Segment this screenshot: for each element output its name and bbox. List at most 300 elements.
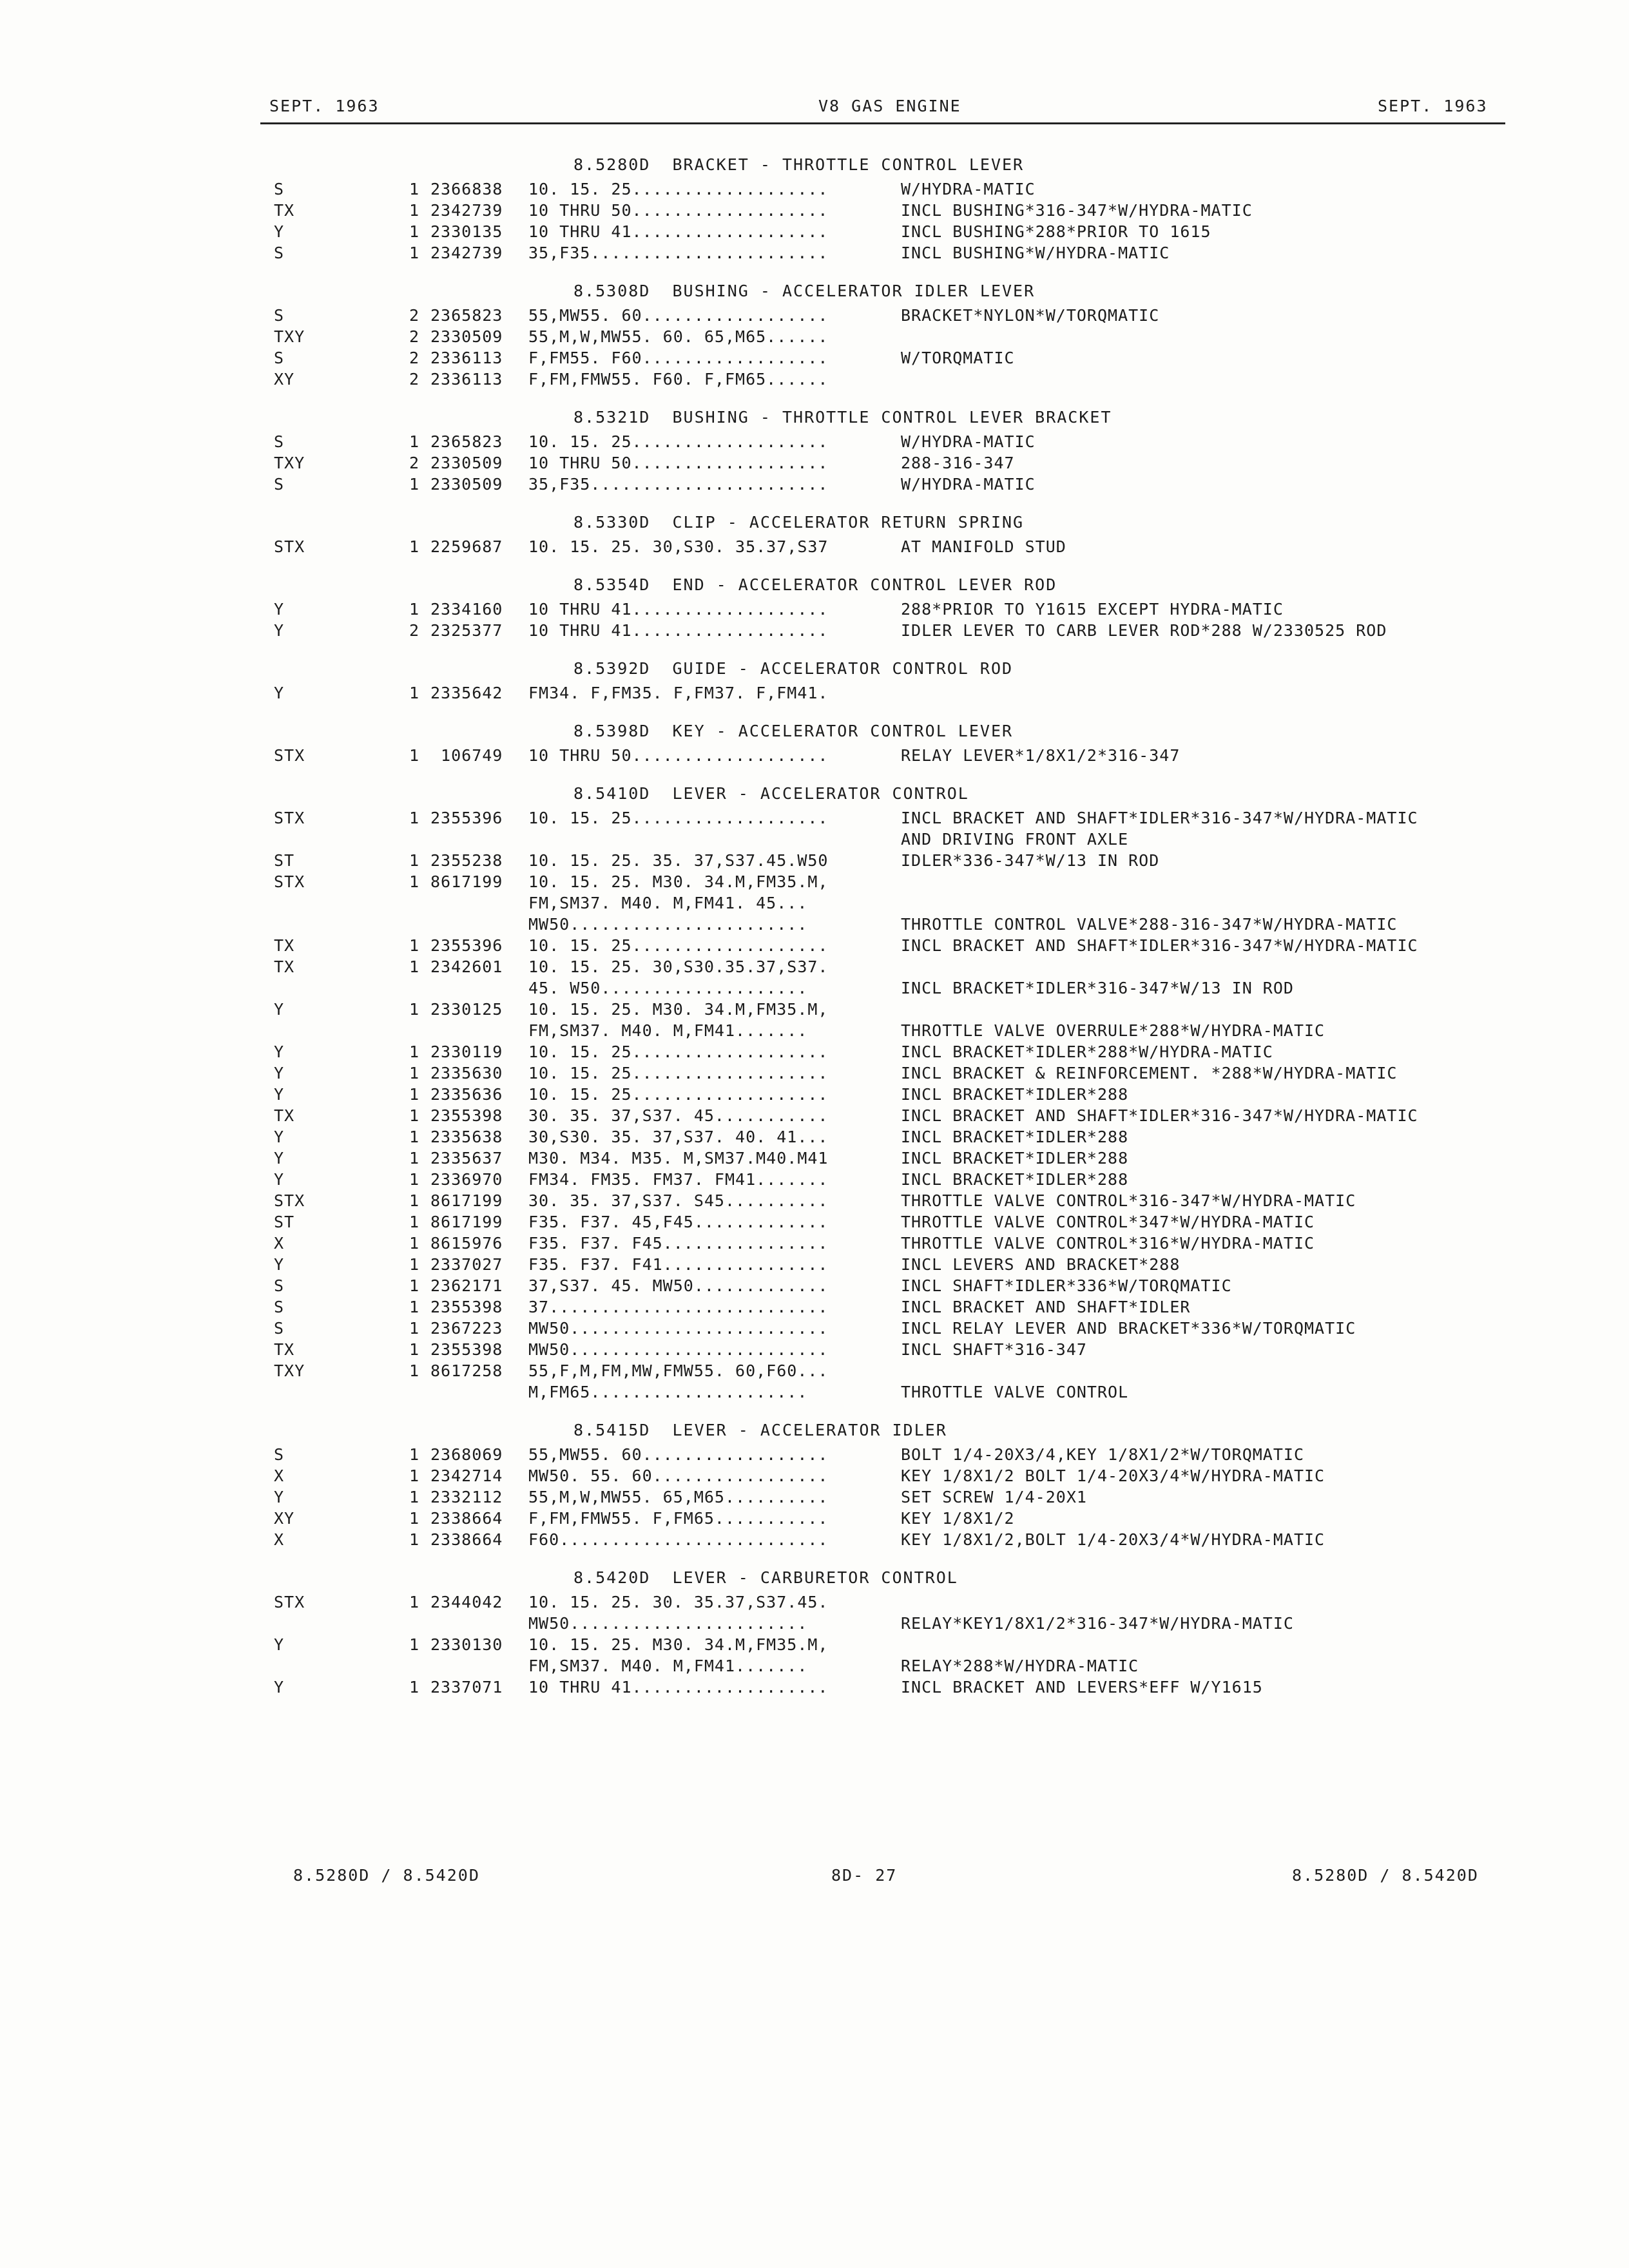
model-code: Y [274,621,285,640]
quantity: 1 [409,1255,420,1274]
remark: INCL BRACKET AND SHAFT*IDLER*316-347*W/HYDRA-MATIC [901,1106,1418,1125]
part-entry-row [0,1488,1629,1509]
remark: INCL BRACKET AND SHAFT*IDLER [901,1298,1191,1316]
part-number: 8615976 [430,1234,503,1253]
quantity: 1 [409,1445,420,1464]
quantity: 1 [409,180,420,198]
model-applicability: FM,SM37. M40. M,FM41. 45... [528,894,808,912]
remark: W/HYDRA-MATIC [901,180,1036,198]
section-title: 8.5398D KEY - ACCELERATOR CONTROL LEVER [574,722,1014,740]
part-entry-row [0,1614,1629,1635]
quantity: 1 [409,1043,420,1061]
model-applicability: 55,MW55. 60.................. [528,1445,829,1464]
remark: BRACKET*NYLON*W/TORQMATIC [901,306,1160,325]
part-entry-row [0,1445,1629,1466]
part-entry-row [0,1085,1629,1106]
part-entry-row [0,1191,1629,1213]
part-entry-row [0,454,1629,475]
part-entry-row [0,306,1629,327]
quantity: 2 [409,454,420,472]
quantity: 1 [409,957,420,976]
quantity: 1 [409,244,420,262]
part-number: 2355396 [430,809,503,827]
part-entry-row [0,1064,1629,1085]
model-code: S [274,180,285,198]
quantity: 1 [409,1170,420,1189]
part-entry-row [0,1466,1629,1488]
model-code: S [274,1298,285,1316]
remark: INCL BRACKET*IDLER*288*W/HYDRA-MATIC [901,1043,1273,1061]
part-number: 2342739 [430,201,503,220]
part-number: 2334160 [430,600,503,619]
part-entry-row [0,180,1629,201]
part-number: 2365823 [430,306,503,325]
quantity: 1 [409,1530,420,1549]
part-entry-row [0,851,1629,872]
model-applicability: 10 THRU 41................... [528,1678,829,1696]
model-applicability: 10. 15. 25................... [528,180,829,198]
part-number: 2330509 [430,327,503,346]
model-applicability: M30. M34. M35. M,SM37.M40.M41 [528,1149,829,1168]
part-entry-row [0,1383,1629,1404]
quantity: 1 [409,1000,420,1019]
part-entry-row [0,894,1629,915]
model-applicability: F35. F37. F41................ [528,1255,829,1274]
model-applicability: FM34. FM35. FM37. FM41....... [528,1170,829,1189]
part-entry-row [0,1530,1629,1552]
part-entry-row [0,1276,1629,1298]
footer-left-range: 8.5280D / 8.5420D [293,1866,480,1885]
model-code: S [274,1445,285,1464]
remark: INCL RELAY LEVER AND BRACKET*336*W/TORQMATIC [901,1319,1356,1338]
quantity: 1 [409,475,420,494]
model-applicability: 37........................... [528,1298,829,1316]
model-code: S [274,244,285,262]
model-applicability: FM,SM37. M40. M,FM41....... [528,1021,808,1040]
section-title: 8.5392D GUIDE - ACCELERATOR CONTROL ROD [574,659,1014,678]
section-title: 8.5354D END - ACCELERATOR CONTROL LEVER ROD [574,575,1057,594]
part-number: 2367223 [430,1319,503,1338]
model-applicability: MW50. 55. 60................. [528,1466,829,1485]
model-applicability: 10 THRU 50................... [528,454,829,472]
section-heading [0,709,1629,746]
quantity: 1 [409,1635,420,1654]
section-title: 8.5280D BRACKET - THROTTLE CONTROL LEVER [574,155,1025,174]
quantity: 1 [409,1593,420,1611]
model-applicability: F,FM55. F60.................. [528,349,829,367]
section-heading [0,1555,1629,1593]
section-title: 8.5415D LEVER - ACCELERATOR IDLER [574,1421,947,1439]
part-entry-row [0,1043,1629,1064]
part-entry-row [0,1170,1629,1191]
model-applicability: 10 THRU 50................... [528,746,829,765]
part-number: 2342601 [430,957,503,976]
remark: THROTTLE VALVE CONTROL*347*W/HYDRA-MATIC [901,1213,1315,1231]
part-entry-row [0,1234,1629,1255]
part-number: 2355238 [430,851,503,870]
remark: INCL BRACKET*IDLER*316-347*W/13 IN ROD [901,979,1294,997]
remark: BOLT 1/4-20X3/4,KEY 1/8X1/2*W/TORQMATIC [901,1445,1304,1464]
part-number: 106749 [430,746,503,765]
part-number: 2355398 [430,1106,503,1125]
footer-page-number: 8D- 27 [831,1866,898,1885]
remark: IDLER LEVER TO CARB LEVER ROD*288 W/2330525 ROD [901,621,1387,640]
part-entry-row [0,1635,1629,1657]
part-number: 8617199 [430,872,503,891]
quantity: 1 [409,746,420,765]
model-code: S [274,306,285,325]
part-number: 2366838 [430,180,503,198]
quantity: 1 [409,1678,420,1696]
remark: THROTTLE VALVE CONTROL*316-347*W/HYDRA-MATIC [901,1191,1356,1210]
model-code: Y [274,1170,285,1189]
section-heading [0,562,1629,600]
model-code: TX [274,957,295,976]
section-heading [0,142,1629,180]
model-applicability: 35,F35....................... [528,475,829,494]
model-code: S [274,349,285,367]
model-applicability: 37,S37. 45. MW50............. [528,1276,829,1295]
quantity: 2 [409,306,420,325]
part-number: 8617199 [430,1191,503,1210]
remark: SET SCREW 1/4-20X1 [901,1488,1087,1506]
model-applicability: 55,M,W,MW55. 65,M65.......... [528,1488,829,1506]
model-code: S [274,475,285,494]
part-entry-row [0,1340,1629,1361]
remark: 288*PRIOR TO Y1615 EXCEPT HYDRA-MATIC [901,600,1284,619]
part-entry-row [0,349,1629,370]
section-heading [0,500,1629,537]
part-entry-row [0,684,1629,705]
part-entry-row [0,537,1629,559]
part-entry-row [0,1657,1629,1678]
model-code: X [274,1466,285,1485]
part-entry-row [0,957,1629,979]
part-number: 2362171 [430,1276,503,1295]
quantity: 1 [409,1064,420,1082]
section-title: 8.5420D LEVER - CARBURETOR CONTROL [574,1568,958,1587]
model-applicability: 10. 15. 25................... [528,809,829,827]
part-entry-row [0,872,1629,894]
part-entry-row [0,979,1629,1000]
section-heading [0,646,1629,684]
part-number: 2336970 [430,1170,503,1189]
remark: INCL SHAFT*316-347 [901,1340,1087,1359]
quantity: 1 [409,851,420,870]
section-heading [0,1408,1629,1445]
remark: AND DRIVING FRONT AXLE [901,830,1129,849]
quantity: 1 [409,1298,420,1316]
part-number: 2330119 [430,1043,503,1061]
part-number: 2344042 [430,1593,503,1611]
model-applicability: F35. F37. F45................ [528,1234,829,1253]
part-entry-row [0,746,1629,767]
remark: INCL BUSHING*316-347*W/HYDRA-MATIC [901,201,1253,220]
model-applicability: 30,S30. 35. 37,S37. 40. 41... [528,1128,829,1146]
part-entry-row [0,244,1629,265]
model-code: STX [274,537,305,556]
remark: INCL BRACKET*IDLER*288 [901,1128,1129,1146]
part-entry-row [0,370,1629,391]
model-code: Y [274,1128,285,1146]
model-code: X [274,1530,285,1549]
part-entry-row [0,432,1629,454]
part-entry-row [0,915,1629,936]
section-title: 8.5308D BUSHING - ACCELERATOR IDLER LEVER [574,282,1036,300]
remark: KEY 1/8X1/2 [901,1509,1015,1528]
part-number: 2365823 [430,432,503,451]
model-applicability: 10. 15. 25. M30. 34.M,FM35.M, [528,1000,829,1019]
remark: INCL BRACKET & REINFORCEMENT. *288*W/HYDRA-MATIC [901,1064,1398,1082]
part-number: 2335638 [430,1128,503,1146]
model-code: Y [274,1043,285,1061]
model-applicability: 10. 15. 25................... [528,1064,829,1082]
quantity: 1 [409,1149,420,1168]
quantity: 1 [409,1213,420,1231]
quantity: 2 [409,621,420,640]
model-code: XY [274,1509,295,1528]
quantity: 1 [409,1234,420,1253]
part-number: 2337071 [430,1678,503,1696]
remark: THROTTLE CONTROL VALVE*288-316-347*W/HYDRA-MATIC [901,915,1398,934]
part-number: 2330125 [430,1000,503,1019]
quantity: 2 [409,370,420,389]
model-applicability: 10 THRU 50................... [528,201,829,220]
quantity: 1 [409,1085,420,1104]
part-entry-row [0,201,1629,222]
section-title: 8.5321D BUSHING - THROTTLE CONTROL LEVER BRACKET [574,408,1112,427]
part-entry-row [0,600,1629,621]
part-number: 2336113 [430,370,503,389]
model-applicability: F,FM,FMW55. F,FM65........... [528,1509,829,1528]
model-code: S [274,1276,285,1295]
model-applicability: FM34. F,FM35. F,FM37. F,FM41. [528,684,829,702]
remark: THROTTLE VALVE CONTROL [901,1383,1129,1401]
remark: INCL BUSHING*288*PRIOR TO 1615 [901,222,1211,241]
model-applicability: 55,M,W,MW55. 60. 65,M65...... [528,327,829,346]
model-applicability: MW50....................... [528,1614,808,1633]
quantity: 1 [409,1106,420,1125]
quantity: 2 [409,327,420,346]
remark: RELAY LEVER*1/8X1/2*316-347 [901,746,1181,765]
remark: IDLER*336-347*W/13 IN ROD [901,851,1160,870]
part-entry-row [0,1319,1629,1340]
quantity: 1 [409,1340,420,1359]
model-code: Y [274,222,285,241]
part-entry-row [0,936,1629,957]
model-code: TXY [274,1361,305,1380]
model-code: S [274,432,285,451]
part-entry-row [0,809,1629,830]
quantity: 1 [409,1276,420,1295]
model-applicability: 10. 15. 25. 30,S30.35.37,S37. [528,957,829,976]
remark: INCL BRACKET*IDLER*288 [901,1085,1129,1104]
model-code: Y [274,1255,285,1274]
model-applicability: 35,F35....................... [528,244,829,262]
model-code: STX [274,872,305,891]
model-code: STX [274,809,305,827]
part-entry-row [0,1000,1629,1021]
section-heading [0,771,1629,809]
section-heading [0,269,1629,306]
model-code: X [274,1234,285,1253]
part-entry-row [0,475,1629,496]
model-applicability: 10. 15. 25. M30. 34.M,FM35.M, [528,1635,829,1654]
model-code: S [274,1319,285,1338]
quantity: 1 [409,1319,420,1338]
model-applicability: F,FM,FMW55. F60. F,FM65...... [528,370,829,389]
part-number: 2330509 [430,454,503,472]
remark: INCL BRACKET*IDLER*288 [901,1149,1129,1168]
part-entry-row [0,830,1629,851]
part-number: 2368069 [430,1445,503,1464]
part-entry-row [0,327,1629,349]
model-applicability: 10. 15. 25................... [528,936,829,955]
remark: W/TORQMATIC [901,349,1015,367]
part-entry-row [0,1149,1629,1170]
part-entry-row [0,1298,1629,1319]
model-applicability: 10. 15. 25................... [528,432,829,451]
remark: INCL BUSHING*W/HYDRA-MATIC [901,244,1170,262]
part-entry-row [0,621,1629,642]
part-number: 2342739 [430,244,503,262]
header-title: V8 GAS ENGINE [818,97,961,115]
model-applicability: 55,F,M,FM,MW,FMW55. 60,F60... [528,1361,829,1380]
header-right-date: SEPT. 1963 [1378,97,1488,115]
model-applicability: 10. 15. 25................... [528,1085,829,1104]
remark: THROTTLE VALVE CONTROL*316*W/HYDRA-MATIC [901,1234,1315,1253]
remark: INCL BRACKET AND SHAFT*IDLER*316-347*W/HYDRA-MATIC [901,809,1418,827]
quantity: 1 [409,1466,420,1485]
model-applicability: 45. W50.................... [528,979,808,997]
remark: KEY 1/8X1/2 BOLT 1/4-20X3/4*W/HYDRA-MATIC [901,1466,1325,1485]
part-entry-row [0,1106,1629,1128]
part-number: 2332112 [430,1488,503,1506]
part-number: 2338664 [430,1509,503,1528]
model-code: TX [274,936,295,955]
quantity: 1 [409,809,420,827]
part-entry-row [0,1678,1629,1699]
part-number: 2330135 [430,222,503,241]
model-applicability: FM,SM37. M40. M,FM41....... [528,1657,808,1675]
model-applicability: 10. 15. 25. M30. 34.M,FM35.M, [528,872,829,891]
header-left-date: SEPT. 1963 [269,97,380,115]
model-applicability: 10 THRU 41................... [528,600,829,619]
quantity: 1 [409,600,420,619]
quantity: 1 [409,1509,420,1528]
quantity: 1 [409,222,420,241]
model-code: TX [274,1106,295,1125]
model-applicability: MW50....................... [528,915,808,934]
part-number: 2355396 [430,936,503,955]
part-number: 2335637 [430,1149,503,1168]
model-code: Y [274,1635,285,1654]
remark: AT MANIFOLD STUD [901,537,1066,556]
model-applicability: 55,MW55. 60.................. [528,306,829,325]
model-applicability: MW50......................... [528,1319,829,1338]
model-code: Y [274,1149,285,1168]
parts-list [0,139,1629,1699]
quantity: 1 [409,1488,420,1506]
remark: RELAY*288*W/HYDRA-MATIC [901,1657,1139,1675]
part-number: 8617258 [430,1361,503,1380]
model-applicability: 30. 35. 37,S37. S45.......... [528,1191,829,1210]
part-number: 2355398 [430,1298,503,1316]
quantity: 1 [409,872,420,891]
remark: 288-316-347 [901,454,1015,472]
remark: INCL BRACKET*IDLER*288 [901,1170,1129,1189]
part-entry-row [0,1509,1629,1530]
remark: KEY 1/8X1/2,BOLT 1/4-20X3/4*W/HYDRA-MATIC [901,1530,1325,1549]
model-applicability: F35. F37. 45,F45............. [528,1213,829,1231]
part-number: 2335642 [430,684,503,702]
remark: INCL BRACKET AND LEVERS*EFF W/Y1615 [901,1678,1263,1696]
section-heading [0,395,1629,432]
quantity: 1 [409,201,420,220]
part-number: 2335636 [430,1085,503,1104]
part-number: 2337027 [430,1255,503,1274]
part-number: 2325377 [430,621,503,640]
quantity: 2 [409,349,420,367]
quantity: 1 [409,537,420,556]
remark: INCL LEVERS AND BRACKET*288 [901,1255,1181,1274]
model-code: Y [274,1000,285,1019]
quantity: 1 [409,1128,420,1146]
part-entry-row [0,1593,1629,1614]
part-number: 2338664 [430,1530,503,1549]
model-applicability: 10. 15. 25................... [528,1043,829,1061]
part-entry-row [0,1213,1629,1234]
quantity: 1 [409,432,420,451]
model-code: STX [274,1593,305,1611]
part-number: 2330509 [430,475,503,494]
model-applicability: 10 THRU 41................... [528,222,829,241]
model-applicability: MW50......................... [528,1340,829,1359]
section-title: 8.5410D LEVER - ACCELERATOR CONTROL [574,784,969,803]
model-code: XY [274,370,295,389]
model-code: TXY [274,327,305,346]
remark: RELAY*KEY1/8X1/2*316-347*W/HYDRA-MATIC [901,1614,1294,1633]
model-code: TX [274,1340,295,1359]
model-applicability: M,FM65..................... [528,1383,808,1401]
remark: INCL SHAFT*IDLER*336*W/TORQMATIC [901,1276,1232,1295]
part-entry-row [0,1021,1629,1043]
part-number: 2335630 [430,1064,503,1082]
model-code: Y [274,684,285,702]
part-number: 2336113 [430,349,503,367]
part-number: 8617199 [430,1213,503,1231]
model-code: Y [274,1488,285,1506]
remark: THROTTLE VALVE OVERRULE*288*W/HYDRA-MATIC [901,1021,1325,1040]
part-number: 2355398 [430,1340,503,1359]
remark: W/HYDRA-MATIC [901,432,1036,451]
quantity: 1 [409,684,420,702]
model-code: TX [274,201,295,220]
model-applicability: 10. 15. 25. 30,S30. 35.37,S37 [528,537,829,556]
part-number: 2259687 [430,537,503,556]
model-applicability: 10. 15. 25. 35. 37,S37.45.W50 [528,851,829,870]
footer-right-range: 8.5280D / 8.5420D [1292,1866,1479,1885]
part-number: 2330130 [430,1635,503,1654]
model-code: Y [274,1085,285,1104]
part-entry-row [0,1361,1629,1383]
model-code: STX [274,1191,305,1210]
model-code: STX [274,746,305,765]
part-entry-row [0,1128,1629,1149]
model-code: ST [274,1213,295,1231]
header-rule [260,122,1505,124]
quantity: 1 [409,1191,420,1210]
